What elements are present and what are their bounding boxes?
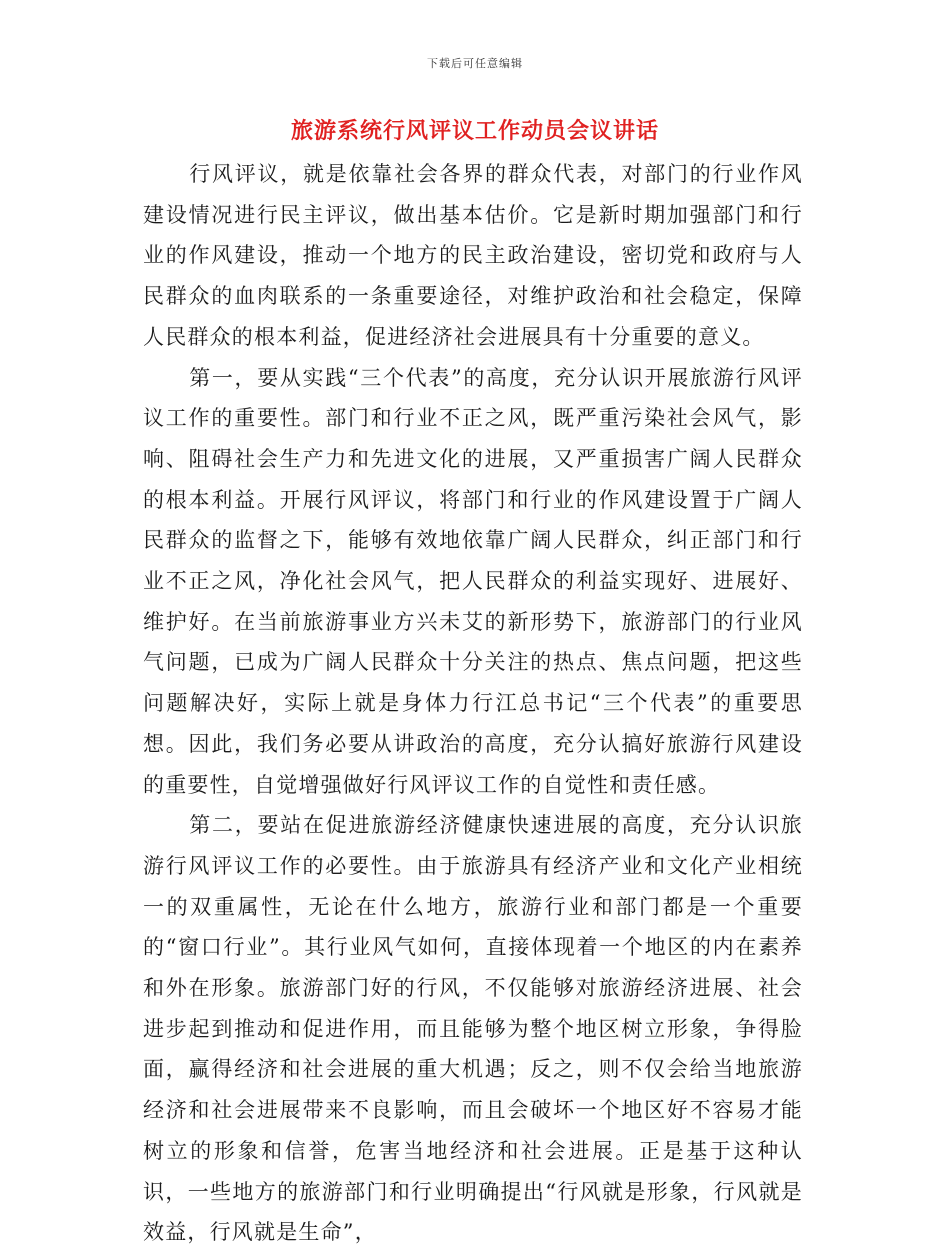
header-note: 下载后可任意编辑 [427,57,523,70]
paragraph-intro: 行风评议，就是依靠社会各界的群众代表，对部门的行业作风建设情况进行民主评议，做出基本估价。它是新时期加强部门和行业的作风建设，推动一个地方的民主政治建设，密切党和政府与人民群众的血肉联系的一条重要途径，对维护政治和社会稳定，保障人民群众的根本利益，促进经济社会进展具有十分重要的意义。 [143,162,803,349]
paragraph-second-point: 第二，要站在促进旅游经济健康快速进展的高度，充分认识旅游行风评议工作的必要性。由于旅游具有经济产业和文化产业相统一的双重属性，无论在什么地方，旅游行业和部门都是一个重要的“窗口行业”。其行业风气如何，直接体现着一个地区的内在素养和外在形象。旅游部门好的行风，不仅能够对旅游经济进展、社会进步起到推动和促进作用，而且能够为整个地区树立形象，争得脸面，赢得经济和社会进展的重大机遇；反之，则不仅会给当地旅游经济和社会进展带来不良影响，而且会破坏一个地区好不容易才能树立的形象和信誉，危害当地经济和社会进展。正是基于这种认识，一些地方的旅游部门和行业明确提出“行风就是形象，行风就是效益，行风就是生命”， [143,813,803,1245]
document-body [143,154,803,1253]
document-title: 旅游系统行风评议工作动员会议讲话 [290,118,659,144]
paragraph-first-point: 第一，要从实践“三个代表”的高度，充分认识开展旅游行风评议工作的重要性。部门和行业不正之风，既严重污染社会风气，影响、阻碍社会生产力和先进文化的进展，又严重损害广阔人民群众的根本利益。开展行风评议，将部门和行业的作风建设置于广阔人民群众的监督之下，能够有效地依靠广阔人民群众，纠正部门和行业不正之风，净化社会风气，把人民群众的利益实现好、进展好、维护好。在当前旅游事业方兴未艾的新形势下，旅游部门的行业风气问题，已成为广阔人民群众十分关注的热点、焦点问题，把这些问题解决好，实际上就是身体力行江总书记“三个代表”的重要思想。因此，我们务必要从讲政治的高度，充分认搞好旅游行风建设的重要性，自觉增强做好行风评议工作的自觉性和责任感。 [143,365,803,797]
